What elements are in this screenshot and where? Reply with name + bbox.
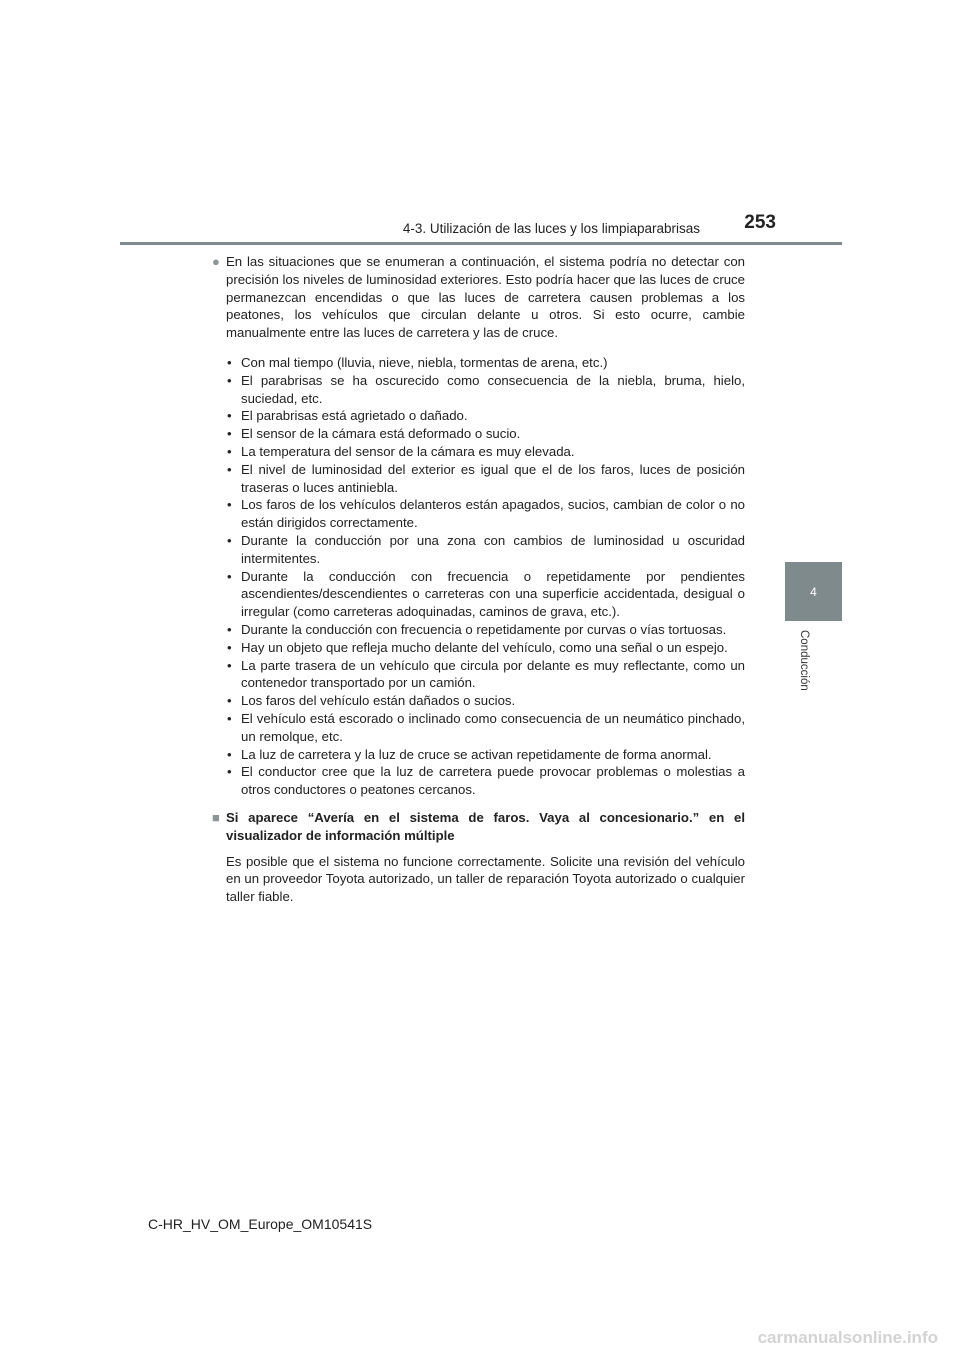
circle-bullet-icon: ● (212, 254, 220, 269)
page-number: 253 (744, 212, 776, 233)
section-title: 4-3. Utilización de las luces y los limpiaparabrisas (402, 221, 700, 236)
conditions-list (226, 354, 745, 799)
list-item: • Con mal tiempo (lluvia, nieve, niebla, tormentas de arena, etc.) (226, 354, 745, 372)
list-item: • El vehículo está escorado o inclinado como consecuencia de un neumático pinchado, un remolque, etc. (226, 710, 745, 746)
list-item: • Los faros de los vehículos delanteros están apagados, sucios, cambian de color o no están dirigidos correctamente. (226, 496, 745, 532)
list-item: • El parabrisas se ha oscurecido como consecuencia de la niebla, bruma, hielo, suciedad, etc. (226, 372, 745, 408)
list-item: • El nivel de luminosidad del exterior es igual que el de los faros, luces de posición traseras o luces antiniebla. (226, 461, 745, 497)
chapter-number: 4 (810, 584, 817, 599)
list-item: • Los faros del vehículo están dañados o sucios. (226, 692, 745, 710)
list-item: • El conductor cree que la luz de carretera puede provocar problemas o molestias a otros conductores o peatones cercanos. (226, 763, 745, 799)
chapter-label: Conducción (798, 630, 810, 691)
list-item: • El sensor de la cámara está deformado o sucio. (226, 425, 745, 443)
section-heading-text: Si aparece “Avería en el sistema de faros. Vaya al concesionario.” en el visualizador de información múltiple (226, 809, 745, 843)
list-item: • La luz de carretera y la luz de cruce se activan repetidamente de forma anormal. (226, 746, 745, 764)
list-item: • Durante la conducción por una zona con cambios de luminosidad u oscuridad intermitentes. (226, 532, 745, 568)
list-item: • Hay un objeto que refleja mucho delante del vehículo, como una señal o un espejo. (226, 639, 745, 657)
section-body: Es posible que el sistema no funcione correctamente. Solicite una revisión del vehículo en un proveedor Toyota autorizado, un taller de reparación Toyota autorizado o cualquier taller fiable. (226, 853, 745, 905)
list-item: • Durante la conducción con frecuencia o repetidamente por pendientes ascendientes/descendientes o carreteras con una superficie accidentada, desigual o irregular (como carreteras adoquinadas, caminos de grava, etc.). (226, 568, 745, 621)
section-heading (212, 809, 745, 845)
chapter-tab (785, 562, 842, 621)
intro-paragraph (212, 253, 745, 342)
watermark: carmanualsonline.info (757, 1328, 938, 1347)
list-item: • La parte trasera de un vehículo que circula por delante es muy reflectante, como un contenedor transportado por un camión. (226, 657, 745, 693)
page-content (212, 253, 745, 906)
list-item: • La temperatura del sensor de la cámara es muy elevada. (226, 443, 745, 461)
document-id: C-HR_HV_OM_Europe_OM10541S (148, 1216, 373, 1232)
list-item: • El parabrisas está agrietado o dañado. (226, 407, 745, 425)
intro-text: En las situaciones que se enumeran a continuación, el sistema podría no detectar con precisión los niveles de luminosidad exteriores. Esto podría hacer que las luces de cruce permanezcan encendidas o que las luces de carretera causen problemas a los peatones, los vehículos que circulan delante u otros. Si esto ocurre, cambie manualmente entre las luces de carretera y las de cruce. (226, 254, 745, 341)
list-item: • Durante la conducción con frecuencia o repetidamente por curvas o vías tortuosas. (226, 621, 745, 639)
square-bullet-icon: ■ (212, 809, 220, 825)
page-header (120, 196, 842, 245)
